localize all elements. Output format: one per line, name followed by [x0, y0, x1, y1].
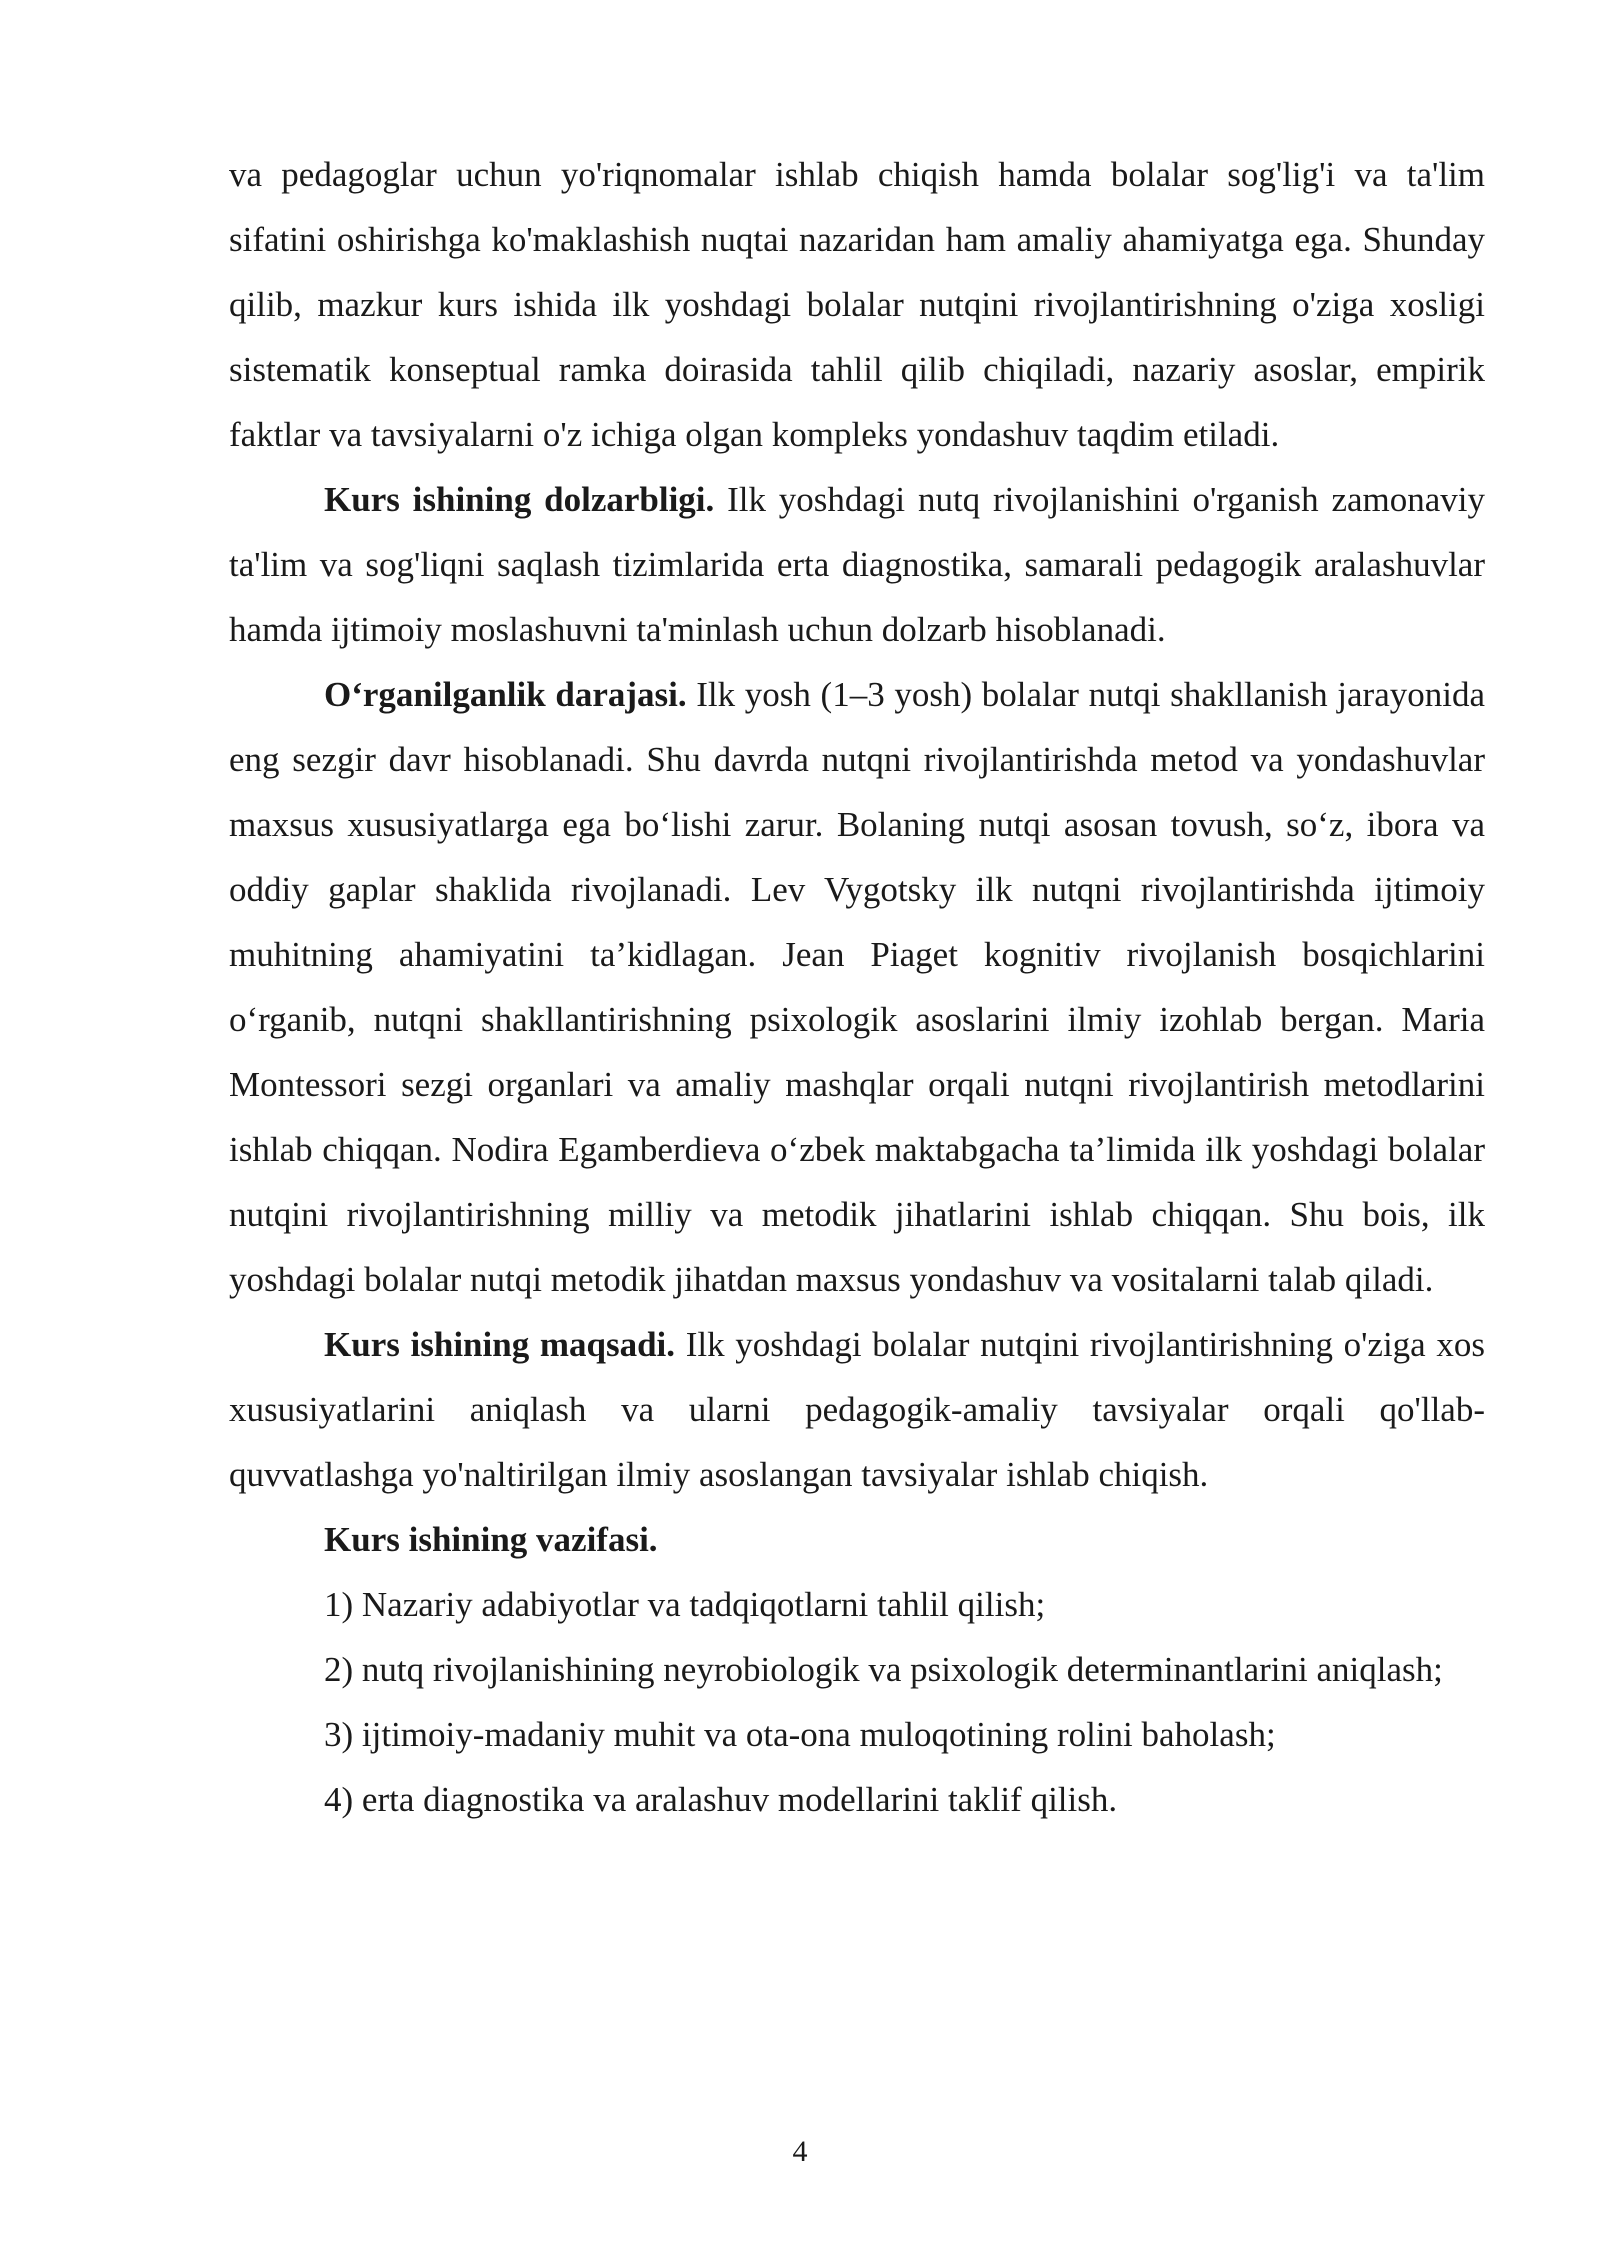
goal-text: Ilk yoshdagi bolalar nutqini rivojlantirishning o'ziga xos xususiyatlarini aniqlash va ularni pedagogik-amaliy tavsiyalar orqali qo'llab-quvvatlashga yo'naltirilgan ilmiy asoslangan tavsiyalar ishlab chiqish.: [229, 1325, 1485, 1494]
page-number: 4: [792, 2135, 808, 2168]
relevance-heading: Kurs ishining dolzarbligi.: [324, 480, 715, 519]
relevance-text: Ilk yoshdagi nutq rivojlanishini o'rganish zamonaviy ta'lim va sog'liqni saqlash tizimlarida erta diagnostika, samarali pedagogik aralashuvlar hamda ijtimoiy moslashuvni ta'minlash uchun dolzarb hisoblanadi.: [229, 480, 1486, 649]
tasks-heading: Kurs ishining vazifasi.: [324, 1520, 658, 1559]
tasks-heading-paragraph: [229, 1507, 1485, 1572]
goal-heading: Kurs ishining maqsadi.: [324, 1325, 676, 1364]
study-level-paragraph: [229, 662, 1485, 1312]
task-item: 2) nutq rivojlanishining neyrobiologik va psixologik determinantlarini aniqlash;: [324, 1650, 1443, 1689]
study-level-text: Ilk yosh (1–3 yosh) bolalar nutqi shakllanish jarayonida eng sezgir davr hisoblanadi. Shu davrda nutqni rivojlantirishda metod va yondashuvlar maxsus xususiyatlarga ega bo‘lishi zarur. Bolaning nutqi asosan tovush, so‘z, ibora va oddiy gaplar shaklida rivojlanadi. Lev Vygotsky ilk nutqni rivojlantirishda ijtimoiy muhitning ahamiyatini ta’kidlagan. Jean Piaget kognitiv rivojlanish bosqichlarini o‘rganib, nutqni shakllantirishning psixologik asoslarini ilmiy izohlab bergan. Maria Montessori sezgi organlari va amaliy mashqlar orqali nutqni rivojlantirish metodlarini ishlab chiqqan. Nodira Egamberdieva o‘zbek maktabgacha ta’limida ilk yoshdagi bolalar nutqini rivojlantirishning milliy va metodik jihatlarini ishlab chiqqan. Shu bois, ilk yoshdagi bolalar nutqi metodik jihatdan maxsus yondashuv va vositalarni talab qiladi.: [229, 675, 1485, 1299]
study-level-heading: O‘rganilganlik darajasi.: [324, 675, 687, 714]
task-item: 1) Nazariy adabiyotlar va tadqiqotlarni tahlil qilish;: [324, 1585, 1046, 1624]
task-item: 4) erta diagnostika va aralashuv modellarini taklif qilish.: [324, 1780, 1118, 1819]
goal-paragraph: [229, 1312, 1485, 1507]
relevance-paragraph: [229, 467, 1485, 662]
task-item: 3) ijtimoiy-madaniy muhit va ota-ona muloqotining rolini baholash;: [324, 1715, 1276, 1754]
intro-paragraph: va pedagoglar uchun yo'riqnomalar ishlab chiqish hamda bolalar sog'lig'i va ta'lim sifatini oshirishga ko'maklashish nuqtai nazaridan ham amaliy ahamiyatga ega. Shunday qilib, mazkur kurs ishida ilk yoshdagi bolalar nutqini rivojlantirishning o'ziga xosligi sistematik konseptual ramka doirasida tahlil qilib chiqiladi, nazariy asoslar, empirik faktlar va tavsiyalarni o'z ichiga olgan kompleks yondashuv taqdim etiladi.: [229, 155, 1485, 454]
page-content: [229, 142, 1485, 1832]
